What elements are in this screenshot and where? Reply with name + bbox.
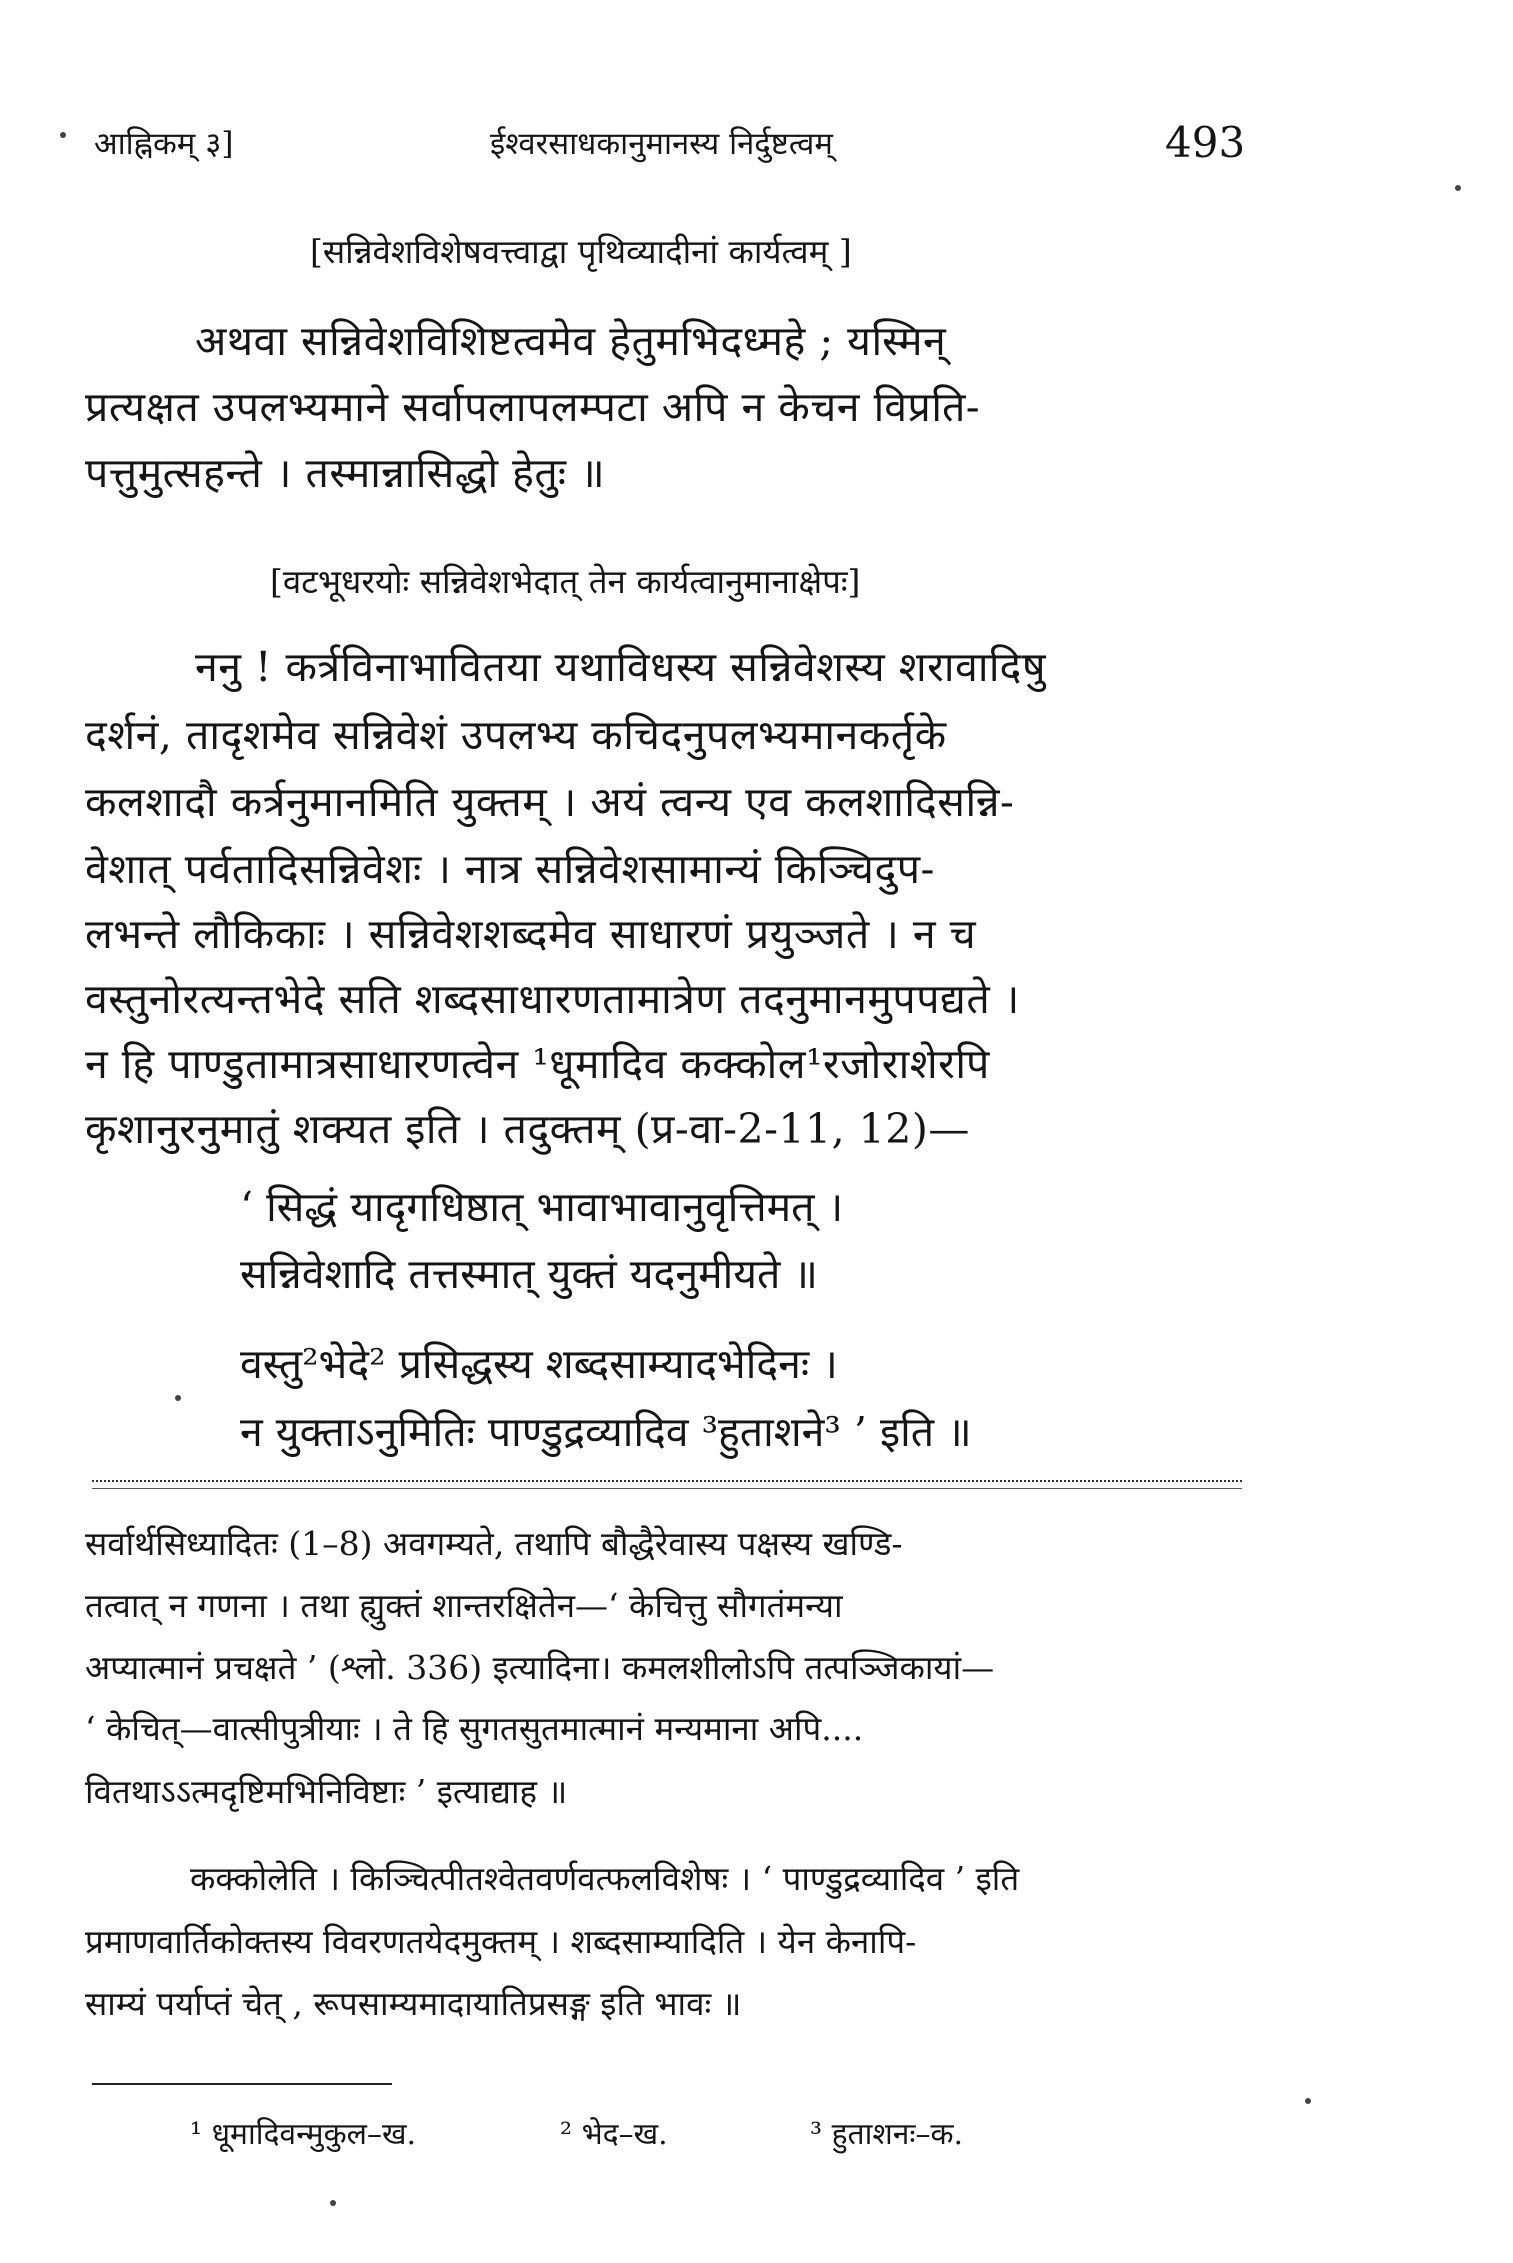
text-line: ननु ! कर्त्रविनाभावितया यथाविधस्य सन्निवेशस्य शरावादिषु [195, 643, 1047, 691]
commentary-separator [92, 1480, 1242, 1489]
scan-speck [60, 132, 66, 138]
commentary-line: कक्कोलेति । किञ्चित्पीतश्वेतवर्णवत्फलविशेषः । ‘ पाण्डुद्रव्यादिव ’ इति [190, 1859, 1020, 1898]
text-line: प्रत्यक्षत उपलभ्यमाने सर्वापलापलम्पटा अपि न केचन विप्रति- [85, 383, 981, 431]
footnote-rule [92, 2083, 392, 2085]
text-line: कलशादौ कर्त्रनुमानमिति युक्तम् । अयं त्वन्य एव कलशादिसन्नि- [85, 778, 1015, 826]
text-line: अथवा सन्निवेशविशिष्टत्वमेव हेतुमभिदध्महे ; यस्मिन् [195, 317, 947, 365]
section-heading-2: [वटभूधरयोः सन्निवेशभेदात् तेन कार्यत्वानुमानाक्षेपः] [270, 562, 861, 601]
scan-speck [175, 1395, 181, 1401]
scan-speck [1305, 2098, 1311, 2104]
text-line: कृशानुरनुमातुं शक्यत इति । तदुक्तम् (प्र-वा-2-11, 12)— [85, 1105, 970, 1153]
verse-line: सन्निवेशादि तत्तस्मात् युक्तं यदनुमीयते ॥ [240, 1250, 818, 1298]
text-line: न हि पाण्डुतामात्रसाधारणत्वेन ¹धूमादिव कक्कोल¹रजोराशेरपि [85, 1040, 990, 1088]
text-line: वेशात् पर्वतादिसन्निवेशः । नात्र सन्निवेशसामान्यं किञ्चिदुप- [85, 845, 935, 893]
scan-speck [1455, 185, 1461, 191]
commentary-line: ‘ केचित्—वात्सीपुत्रीयाः । ते हि सुगतसुतमात्मानं मन्यमाना अपि.... [85, 1709, 864, 1748]
running-header-title: ईश्वरसाधकानुमानस्य निर्दुष्टत्वम् [490, 126, 833, 162]
verse-line: वस्तु²भेदे² प्रसिद्धस्य शब्दसाम्यादभेदिनः । [240, 1340, 838, 1388]
text-line: लभन्ते लौकिकाः । सन्निवेशशब्दमेव साधारणं प्रयुञ्जते । न च [85, 910, 977, 958]
text-line: पत्तुमुत्सहन्ते । तस्मान्नासिद्धो हेतुः ॥ [85, 449, 606, 497]
scan-speck [330, 2200, 336, 2206]
footnote-1: ¹ धूमादिवन्मुकुल–ख. [190, 2117, 417, 2152]
commentary-line: साम्यं पर्याप्तं चेत् , रूपसाम्यमादायातिप्रसङ्ग इति भावः ॥ [85, 1984, 742, 2023]
commentary-line: तत्वात् न गणना । तथा ह्युक्तं शान्तरक्षितेन—‘ केचित्तु सौगतंमन्या [85, 1586, 843, 1625]
footnote-3: ³ हुताशनः–क. [810, 2117, 964, 2152]
running-header-left: आह्निकम् ३] [94, 126, 234, 162]
page-number: 493 [1165, 118, 1246, 167]
verse-line: न युक्ताऽनुमितिः पाण्डुद्रव्यादिव ³हुताशने³ ’ इति ॥ [240, 1408, 972, 1456]
section-heading-1: [सन्निवेशविशेषवत्त्वाद्वा पृथिव्यादीनां कार्यत्वम् ] [310, 232, 852, 271]
commentary-line: सर्वार्थसिध्यादितः (1–8) अवगम्यते, तथापि बौद्धैरेवास्य पक्षस्य खण्डि- [85, 1524, 903, 1563]
commentary-line: अप्यात्मानं प्रचक्षते ’ (श्लो. 336) इत्यादिना। कमलशीलोऽपि तत्पञ्जिकायां— [85, 1648, 995, 1687]
verse-line: ‘ सिद्धं यादृगधिष्ठात् भावाभावानुवृत्तिमत् । [240, 1183, 844, 1231]
footnote-2: ² भेद–ख. [560, 2117, 668, 2152]
commentary-line: वितथाऽऽत्मदृष्टिमभिनिविष्टाः ’ इत्याद्याह ॥ [85, 1772, 568, 1811]
commentary-line: प्रमाणवार्तिकोक्तस्य विवरणतयेदमुक्तम् । शब्दसाम्यादिति । येन केनापि- [85, 1922, 917, 1961]
text-line: दर्शनं, तादृशमेव सन्निवेशं उपलभ्य कचिदनुपलभ्यमानकर्तृके [85, 711, 947, 759]
text-line: वस्तुनोरत्यन्तभेदे सति शब्दसाधारणतामात्रेण तदनुमानमुपपद्यते । [85, 975, 1020, 1023]
